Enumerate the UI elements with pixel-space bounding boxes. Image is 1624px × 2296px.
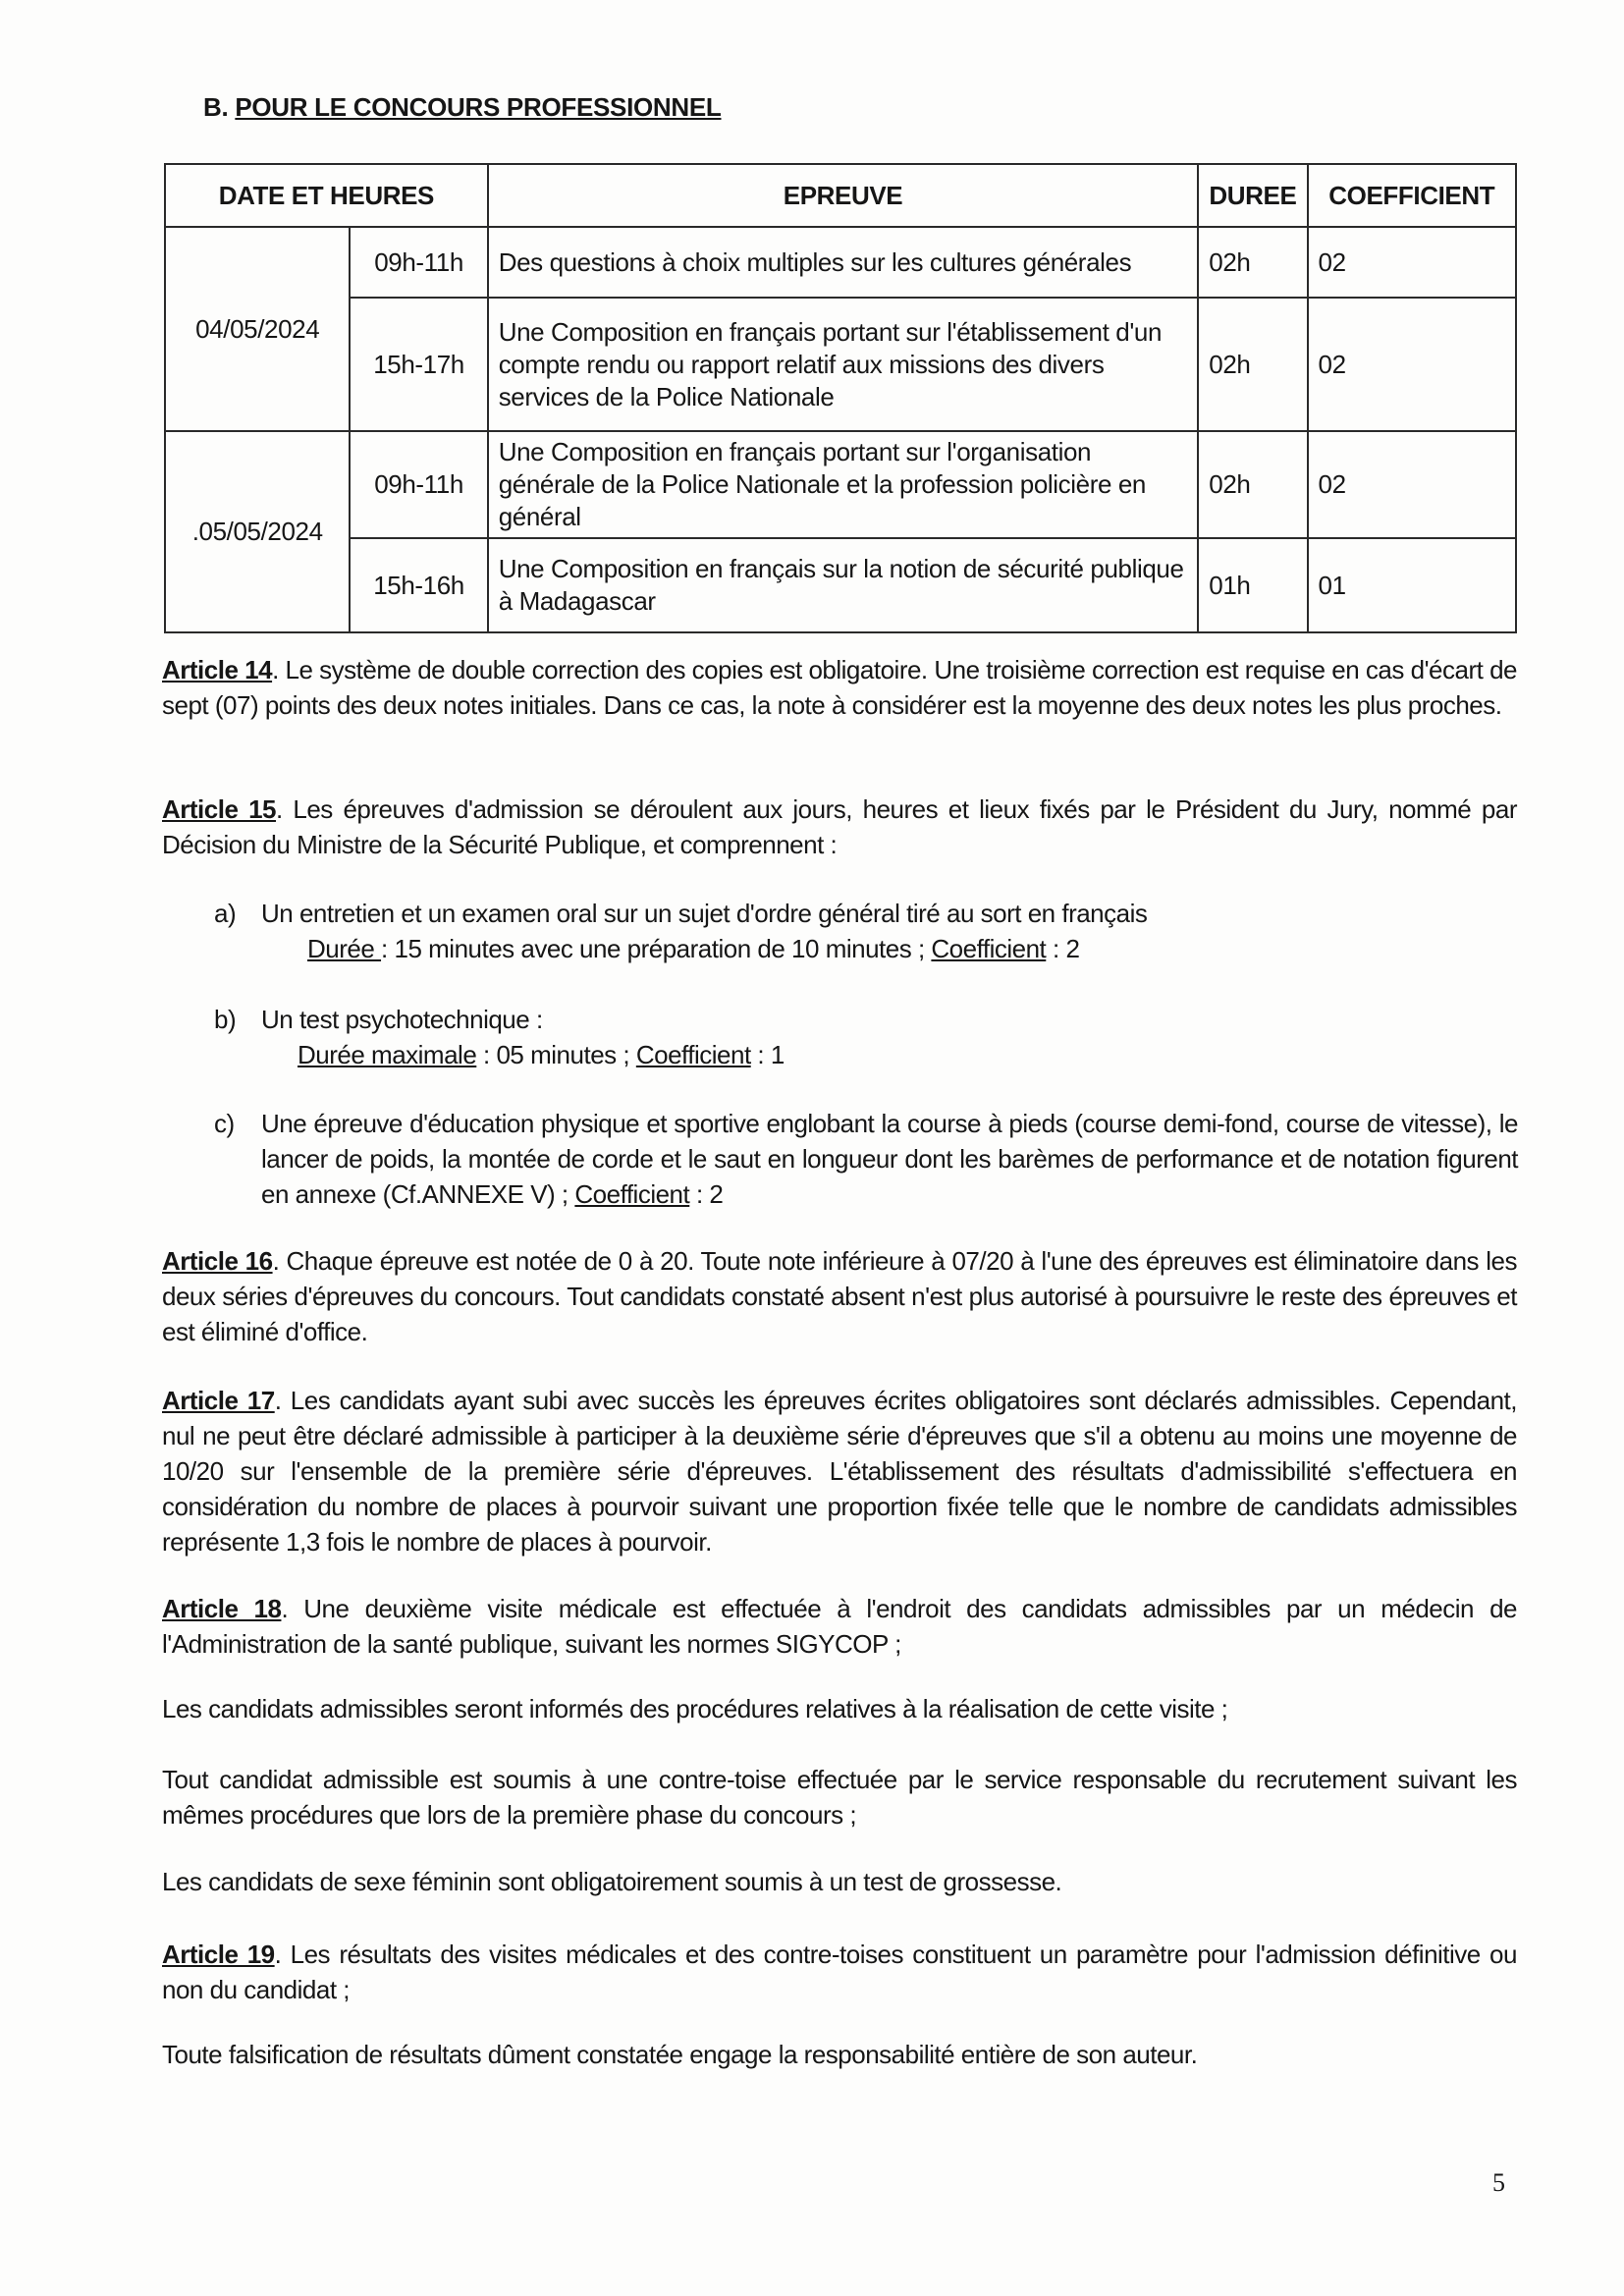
list-item-b: Un test psychotechnique :: [261, 1005, 543, 1034]
table-row: [165, 298, 1516, 431]
list-item-b-details: [298, 1037, 785, 1072]
article-18-paragraph-3: Tout candidat admissible est soumis à une contre-toise effectuée par le service responsable du recrutement suivant les mêmes procédures que lors de la première phase du concours ;: [162, 1765, 1517, 1830]
header-coefficient: COEFFICIENT: [1308, 164, 1516, 227]
article-label: Article 19: [162, 1940, 275, 1969]
coef-cell: 02: [1308, 431, 1516, 538]
duree-label: Durée: [307, 934, 382, 963]
article-text: . Les candidats ayant subi avec succès les épreuves écrites obligatoires sont déclarés admissibles. Cependant, nul ne peut être déclaré admissible à participer à la deuxième série d'épreuves que s'il a obtenu au moins une moyenne de 10/20 sur l'ensemble de la première série d'épreuves. L'établissement des résultats d'admissibilité s'effectuera en considération du nombre de places à pourvoir suivant une proportion fixée telle que le nombre de candidats admissibles représente 1,3 fois le nombre de places à pourvoir.: [162, 1386, 1517, 1557]
list-marker-a: a): [214, 899, 237, 928]
epreuve-cell: Une Composition en français portant sur l'organisation générale de la Police Nationale et la profession policière en général: [488, 431, 1199, 538]
coef-label: Coefficient: [635, 1040, 751, 1069]
article-16: [162, 1243, 1517, 1349]
article-text: . Le système de double correction des copies est obligatoire. Une troisième correction est requise en cas d'écart de sept (07) points des deux notes initiales. Dans ce cas, la note à considérer est la moyenne des deux notes les plus proches.: [162, 655, 1517, 720]
list-marker-b: b): [214, 1005, 237, 1034]
duree-value: : 15 minutes avec une préparation de 10 minutes ;: [381, 934, 932, 963]
header-date: DATE ET HEURES: [165, 164, 488, 227]
coef-label: Coefficient: [574, 1179, 690, 1209]
epreuve-cell: Une Composition en français portant sur l'établissement d'un compte rendu ou rapport relatif aux missions des divers services de la Police Nationale: [488, 298, 1199, 431]
article-17: [162, 1383, 1517, 1559]
list-item-a: Un entretien et un examen oral sur un sujet d'ordre général tiré au sort en français: [261, 899, 1148, 928]
article-19: [162, 1937, 1517, 2007]
section-title: POUR LE CONCOURS PROFESSIONNEL: [235, 92, 722, 122]
page-number: 5: [1492, 2168, 1505, 2197]
coef-value: : 2: [1046, 934, 1080, 963]
article-18: [162, 1591, 1517, 1662]
duree-cell: 02h: [1198, 298, 1307, 431]
article-label: Article 15: [162, 794, 276, 824]
article-label: Article 18: [162, 1594, 282, 1623]
epreuve-cell: Des questions à choix multiples sur les cultures générales: [488, 227, 1199, 298]
list-marker-c: c): [214, 1109, 235, 1138]
section-letter: B.: [203, 92, 229, 122]
date-cell: .05/05/2024: [165, 431, 350, 632]
article-15: [162, 792, 1517, 862]
article-19-paragraph-2: Toute falsification de résultats dûment constatée engage la responsabilité entière de son auteur.: [162, 2040, 1198, 2069]
article-text: . Chaque épreuve est notée de 0 à 20. Toute note inférieure à 07/20 à l'une des épreuves est éliminatoire dans les deux séries d'épreuves du concours. Tout candidats constaté absent n'est plus autorisé à poursuivre le reste des épreuves et est éliminé d'office.: [162, 1246, 1517, 1346]
article-18-paragraph-2: Les candidats admissibles seront informés des procédures relatives à la réalisation de cette visite ;: [162, 1694, 1228, 1723]
duree-cell: 02h: [1198, 431, 1307, 538]
exam-schedule-table: [164, 163, 1517, 633]
coef-cell: 02: [1308, 227, 1516, 298]
article-text: . Les épreuves d'admission se déroulent aux jours, heures et lieux fixés par le Président du Jury, nommé par Décision du Ministre de la Sécurité Publique, et comprennent :: [162, 794, 1517, 859]
article-label: Article 17: [162, 1386, 275, 1415]
article-label: Article 14: [162, 655, 273, 684]
coef-label: Coefficient: [931, 934, 1047, 963]
hour-cell: 09h-11h: [350, 431, 487, 538]
duree-value: : 05 minutes ;: [476, 1040, 636, 1069]
coef-value: : 1: [750, 1040, 785, 1069]
article-14: [162, 652, 1517, 723]
list-item-text: Une épreuve d'éducation physique et sportive englobant la course à pieds (course demi-fond, course de vitesse), le lancer de poids, la montée de corde et le saut en longueur dont les barèmes de performance et de notation figurent en annexe (Cf.ANNEXE V) ;: [261, 1109, 1518, 1209]
duree-cell: 01h: [1198, 538, 1307, 632]
date-cell: 04/05/2024: [165, 227, 350, 431]
coef-cell: 01: [1308, 538, 1516, 632]
section-heading: [203, 92, 722, 123]
list-item-c: [261, 1106, 1518, 1212]
table-row: [165, 431, 1516, 538]
article-18-paragraph-4: Les candidats de sexe féminin sont obligatoirement soumis à un test de grossesse.: [162, 1867, 1062, 1896]
list-item-a-details: [307, 931, 1079, 966]
table-header-row: [165, 164, 1516, 227]
table-row: [165, 227, 1516, 298]
header-duree: DUREE: [1198, 164, 1307, 227]
coef-value: : 2: [689, 1179, 724, 1209]
duree-label: Durée maximale: [298, 1040, 477, 1069]
article-text: . Les résultats des visites médicales et des contre-toises constituent un paramètre pour l'admission définitive ou non du candidat ;: [162, 1940, 1517, 2004]
table-row: [165, 538, 1516, 632]
hour-cell: 09h-11h: [350, 227, 487, 298]
duree-cell: 02h: [1198, 227, 1307, 298]
article-text: . Une deuxième visite médicale est effectuée à l'endroit des candidats admissibles par un médecin de l'Administration de la santé publique, suivant les normes SIGYCOP ;: [162, 1594, 1517, 1659]
hour-cell: 15h-16h: [350, 538, 487, 632]
article-label: Article 16: [162, 1246, 273, 1276]
epreuve-cell: Une Composition en français sur la notion de sécurité publique à Madagascar: [488, 538, 1199, 632]
hour-cell: 15h-17h: [350, 298, 487, 431]
header-epreuve: EPREUVE: [488, 164, 1199, 227]
coef-cell: 02: [1308, 298, 1516, 431]
